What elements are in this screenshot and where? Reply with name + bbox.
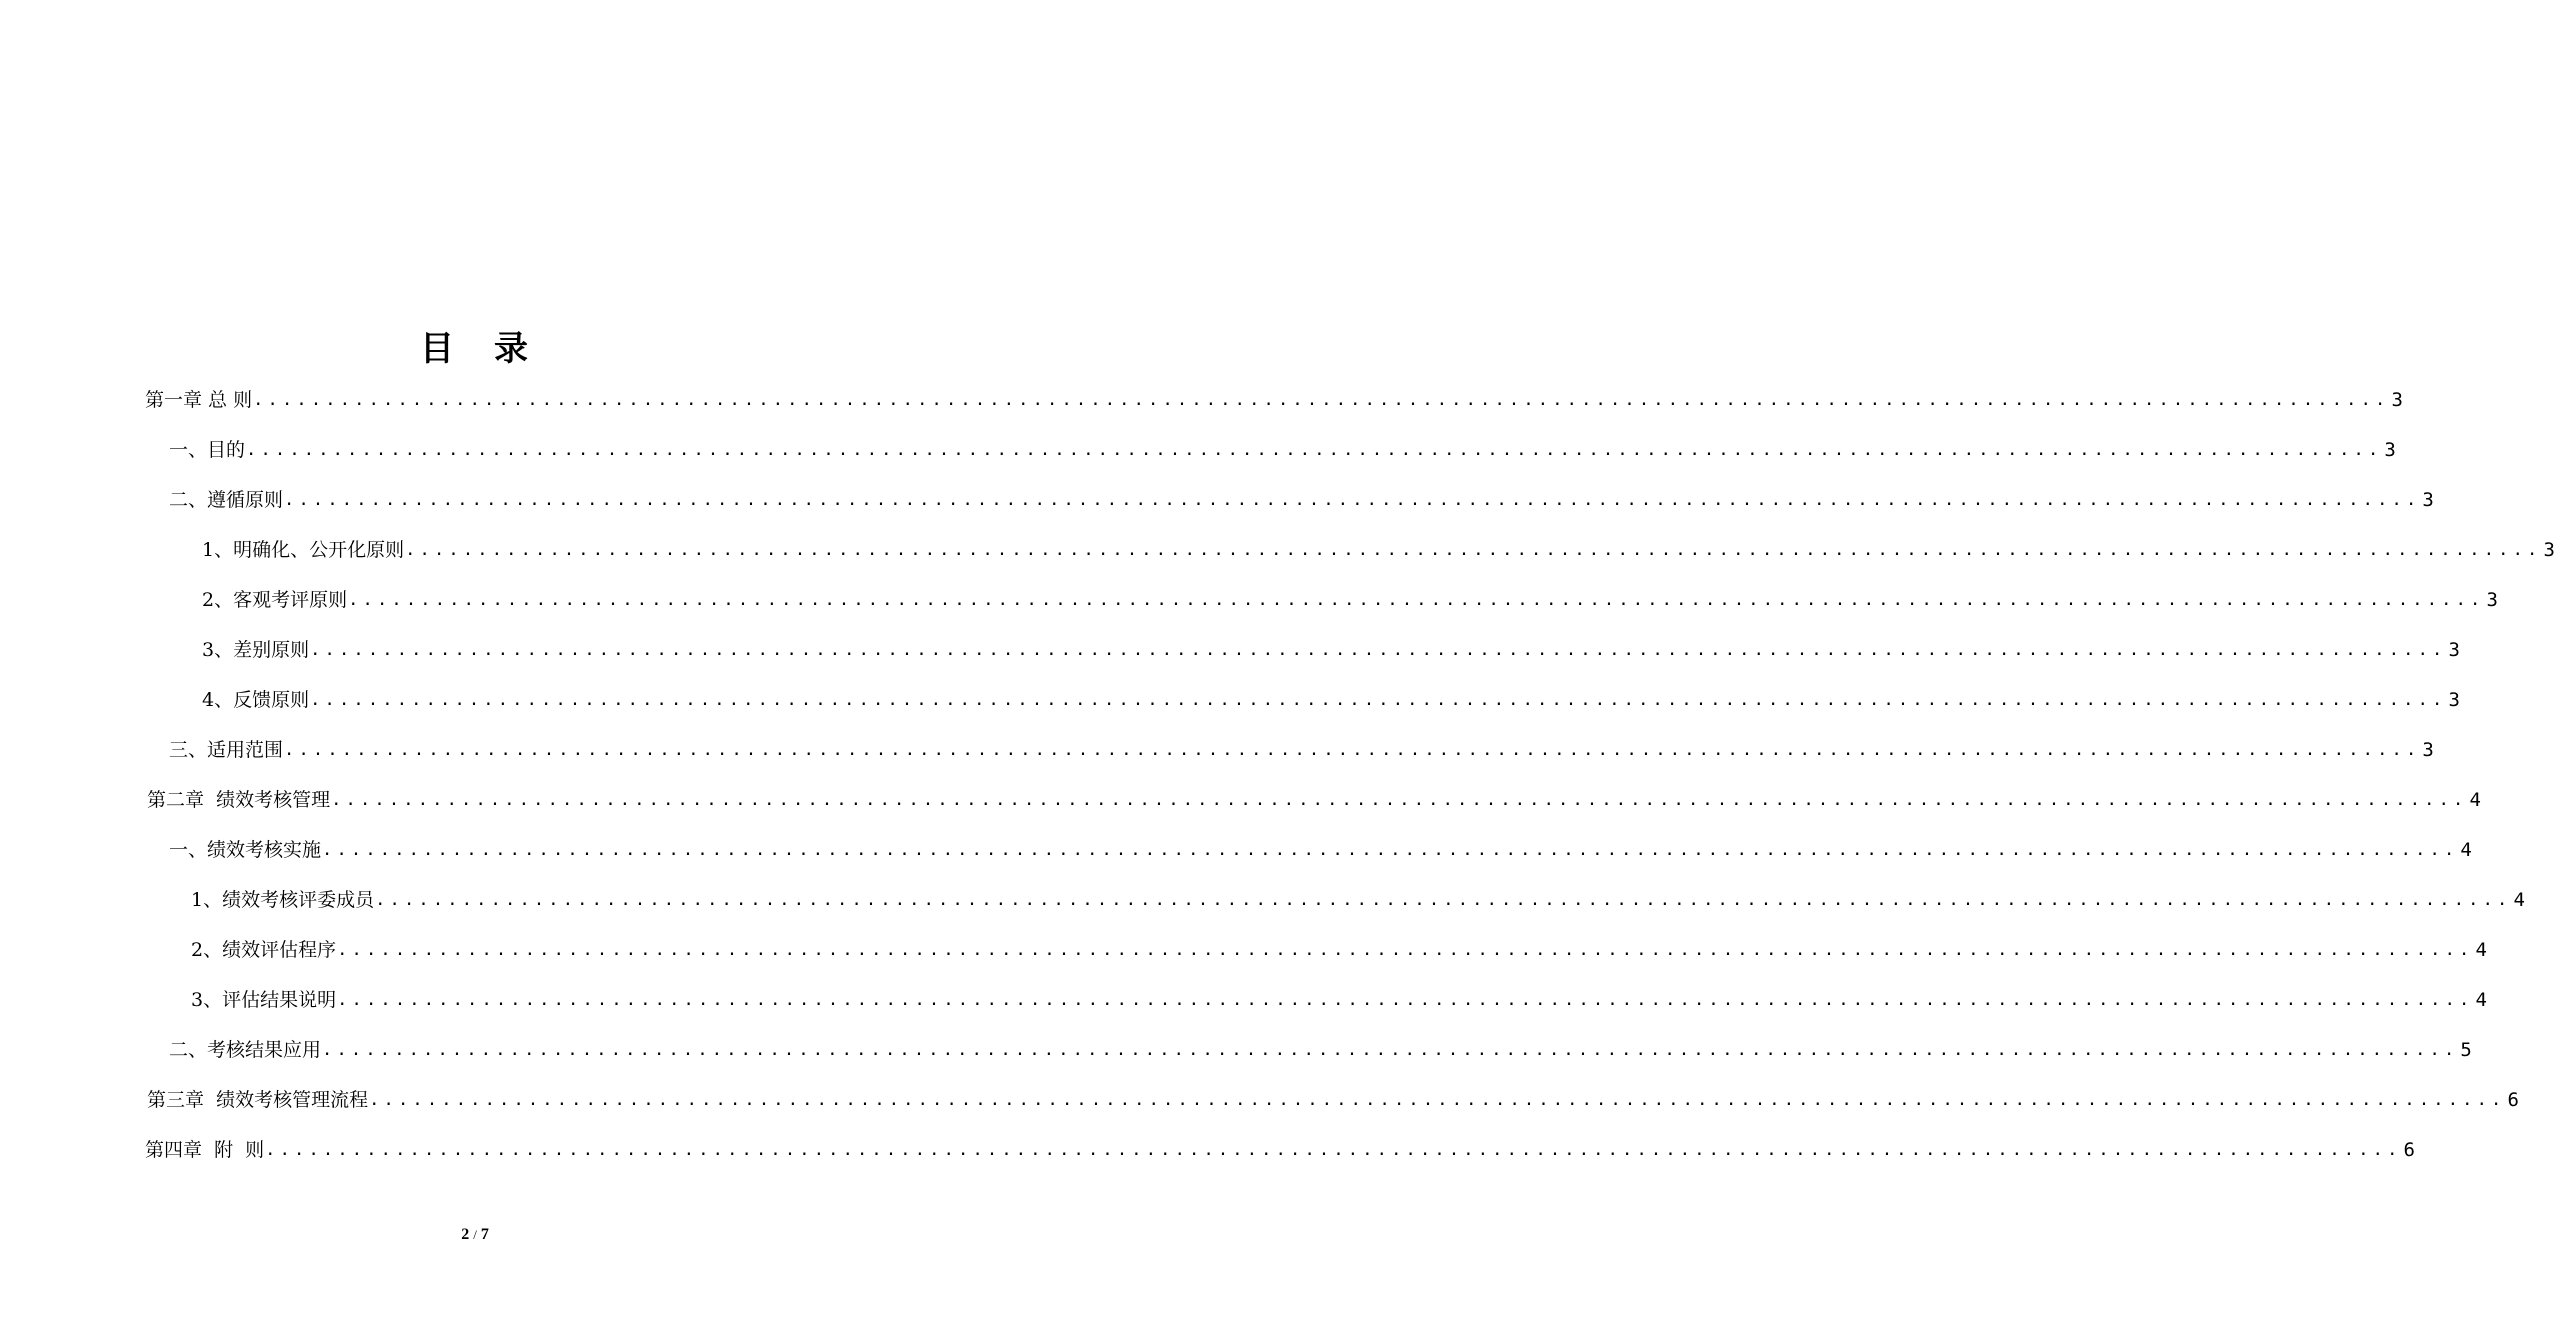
toc-leader-dots: .................................................................................................................................................... <box>348 590 2485 610</box>
toc-entry-label: 第一章 总 则 <box>145 389 253 411</box>
toc-entry-subsection[interactable] <box>202 583 2498 613</box>
toc-entry-label: 1、绩效考核评委成员 <box>191 889 375 911</box>
toc-entry-label: 第三章 绩效考核管理流程 <box>147 1089 369 1111</box>
toc-entry-subsection[interactable] <box>202 633 2460 663</box>
toc-leader-dots: .................................................................................................................................................... <box>405 540 2542 560</box>
toc-leader-dots: .................................................................................................................................................... <box>284 490 2421 510</box>
toc-entry-label: 4、反馈原则 <box>202 689 310 711</box>
toc-entry-label: 二、考核结果应用 <box>169 1039 322 1061</box>
toc-leader-dots: .................................................................................................................................................... <box>322 1040 2459 1060</box>
toc-entry-subsection[interactable] <box>191 883 2525 913</box>
toc-entry-section[interactable] <box>169 433 2396 463</box>
toc-entry-subsection[interactable] <box>202 683 2460 713</box>
toc-entry-page-number: 6 <box>2403 1139 2415 1161</box>
toc-entry-page-number: 3 <box>2422 489 2434 511</box>
toc-entry-page-number: 3 <box>2448 689 2460 711</box>
toc-entry-label: 三、适用范围 <box>169 739 284 761</box>
toc-entry-chapter-3[interactable] <box>147 1083 2519 1113</box>
toc-entry-page-number: 3 <box>2448 639 2460 661</box>
toc-leader-dots: .................................................................................................................................................... <box>246 440 2383 460</box>
toc-entry-page-number: 4 <box>2475 939 2487 961</box>
toc-leader-dots: .................................................................................................................................................... <box>310 640 2447 660</box>
toc-entry-page-number: 3 <box>2391 389 2403 411</box>
toc-entry-label: 2、客观考评原则 <box>202 589 348 611</box>
toc-entry-label: 第二章 绩效考核管理 <box>147 789 331 811</box>
toc-leader-dots: .................................................................................................................................................... <box>322 840 2459 860</box>
toc-entry-subsection[interactable] <box>191 983 2487 1013</box>
toc-leader-dots: .................................................................................................................................................... <box>253 390 2390 410</box>
toc-entry-label: 一、目的 <box>169 439 246 461</box>
footer-separator: / <box>473 1227 477 1242</box>
toc-entry-page-number: 3 <box>2422 739 2434 761</box>
toc-entry-page-number: 5 <box>2460 1039 2472 1061</box>
toc-entry-section[interactable] <box>169 733 2434 763</box>
toc-entry-subsection[interactable] <box>202 533 2555 563</box>
toc-entry-label: 2、绩效评估程序 <box>191 939 337 961</box>
toc-entry-chapter-2[interactable] <box>147 783 2481 813</box>
toc-title-char-1: 目 <box>420 329 456 369</box>
toc-leader-dots: .................................................................................................................................................... <box>337 940 2474 960</box>
toc-entry-chapter-1[interactable] <box>145 383 2403 413</box>
toc-entry-label: 3、评估结果说明 <box>191 989 337 1011</box>
toc-entry-page-number: 4 <box>2469 789 2481 811</box>
toc-entry-page-number: 6 <box>2507 1089 2519 1111</box>
toc-entry-page-number: 4 <box>2513 889 2525 911</box>
toc-entry-page-number: 3 <box>2543 539 2555 561</box>
toc-entry-label: 二、遵循原则 <box>169 489 284 511</box>
toc-entry-label: 3、差别原则 <box>202 639 310 661</box>
toc-leader-dots: .................................................................................................................................................... <box>284 740 2421 760</box>
toc-entry-label: 1、明确化、公开化原则 <box>202 539 405 561</box>
toc-entry-section[interactable] <box>169 1033 2472 1063</box>
toc-entry-page-number: 4 <box>2475 989 2487 1011</box>
toc-entry-section[interactable] <box>169 833 2472 863</box>
footer-current-page: 2 <box>461 1226 470 1243</box>
toc-entry-subsection[interactable] <box>191 933 2487 963</box>
toc-leader-dots: .................................................................................................................................................... <box>337 990 2474 1010</box>
toc-leader-dots: .................................................................................................................................................... <box>375 890 2512 910</box>
toc-entry-section[interactable] <box>169 483 2434 513</box>
toc-entry-page-number: 3 <box>2384 439 2396 461</box>
toc-leader-dots: .................................................................................................................................................... <box>265 1140 2402 1160</box>
footer-total-pages: 7 <box>480 1226 489 1243</box>
toc-title <box>0 326 950 372</box>
toc-entry-chapter-4[interactable] <box>145 1133 2415 1163</box>
toc-title-char-2: 录 <box>494 329 530 369</box>
toc-entry-page-number: 3 <box>2486 589 2498 611</box>
toc-entry-label: 一、绩效考核实施 <box>169 839 322 861</box>
toc-leader-dots: .................................................................................................................................................... <box>369 1090 2506 1110</box>
page-footer <box>0 1226 950 1244</box>
toc-leader-dots: .................................................................................................................................................... <box>310 690 2447 710</box>
toc-entry-label: 第四章 附 则 <box>145 1139 265 1161</box>
toc-entry-page-number: 4 <box>2460 839 2472 861</box>
toc-leader-dots: .................................................................................................................................................... <box>331 790 2468 810</box>
